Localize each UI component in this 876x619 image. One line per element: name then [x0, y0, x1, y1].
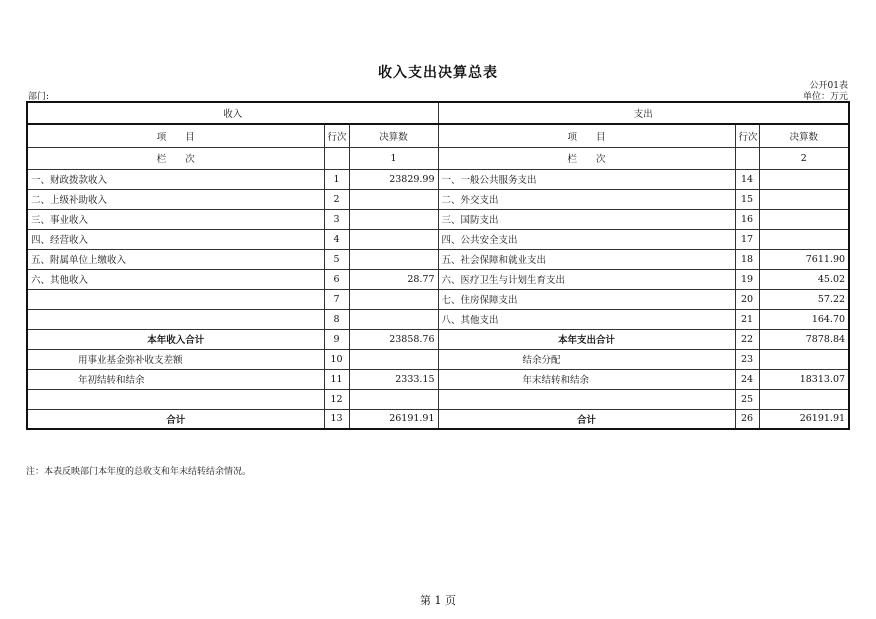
expense-item: 七、住房保障支出 — [438, 289, 735, 309]
expense-subtotal-label: 本年支出合计 — [438, 329, 735, 349]
subtotal-row — [27, 329, 849, 349]
income-seq: 7 — [324, 289, 349, 309]
income-seq: 9 — [324, 329, 349, 349]
income-seq-header: 行次 — [324, 124, 349, 147]
expense-seq-header: 行次 — [735, 124, 759, 147]
expense-amount — [759, 389, 849, 409]
expense-item — [438, 389, 735, 409]
expense-seq: 21 — [735, 309, 759, 329]
table-row — [27, 169, 849, 189]
expense-seq: 17 — [735, 229, 759, 249]
table-row — [27, 349, 849, 369]
table-row — [27, 229, 849, 249]
income-item — [27, 309, 324, 329]
income-amount — [349, 309, 438, 329]
expense-subtotal-amount: 7878.84 — [759, 329, 849, 349]
expense-item: 八、其他支出 — [438, 309, 735, 329]
income-seq-blank — [324, 147, 349, 169]
income-item: 年初结转和结余 — [27, 369, 324, 389]
expense-seq-blank — [735, 147, 759, 169]
expense-seq: 22 — [735, 329, 759, 349]
expense-item: 年末结转和结余 — [438, 369, 735, 389]
section-header-row — [27, 102, 849, 124]
expense-amount — [759, 169, 849, 189]
income-seq: 10 — [324, 349, 349, 369]
income-seq: 4 — [324, 229, 349, 249]
expense-section-header: 支出 — [438, 102, 849, 124]
page-number: 第 1 页 — [420, 594, 456, 607]
expense-amount: 57.22 — [759, 289, 849, 309]
income-item: 四、经营收入 — [27, 229, 324, 249]
income-amount — [349, 389, 438, 409]
expense-seq: 24 — [735, 369, 759, 389]
income-amount-header: 决算数 — [349, 124, 438, 147]
income-amount — [349, 189, 438, 209]
expense-amount — [759, 209, 849, 229]
income-seq: 13 — [324, 409, 349, 429]
income-item: 五、附属单位上缴收入 — [27, 249, 324, 269]
income-amount — [349, 349, 438, 369]
expense-amount: 45.02 — [759, 269, 849, 289]
income-column-label: 栏 次 — [27, 147, 324, 169]
table-row — [27, 249, 849, 269]
income-amount: 2333.15 — [349, 369, 438, 389]
income-item — [27, 289, 324, 309]
income-item-header: 项 目 — [27, 124, 324, 147]
expense-item: 结余分配 — [438, 349, 735, 369]
expense-item: 一、一般公共服务支出 — [438, 169, 735, 189]
income-subtotal-label: 本年收入合计 — [27, 329, 324, 349]
income-item — [27, 389, 324, 409]
expense-item: 六、医疗卫生与计划生育支出 — [438, 269, 735, 289]
expense-amount — [759, 349, 849, 369]
income-seq: 2 — [324, 189, 349, 209]
unit-label: 单位：万元 — [802, 92, 848, 102]
expense-item: 五、社会保障和就业支出 — [438, 249, 735, 269]
income-seq: 11 — [324, 369, 349, 389]
table-row — [27, 269, 849, 289]
table-row — [27, 209, 849, 229]
expense-total-label: 合计 — [438, 409, 735, 429]
expense-seq: 23 — [735, 349, 759, 369]
expense-seq: 19 — [735, 269, 759, 289]
expense-seq: 20 — [735, 289, 759, 309]
table-row — [27, 289, 849, 309]
income-item: 二、上级补助收入 — [27, 189, 324, 209]
income-seq: 3 — [324, 209, 349, 229]
column-header-row — [27, 124, 849, 147]
income-item: 六、其他收入 — [27, 269, 324, 289]
income-seq: 12 — [324, 389, 349, 409]
expense-seq: 14 — [735, 169, 759, 189]
table-row — [27, 369, 849, 389]
income-amount — [349, 229, 438, 249]
table-note: 注：本表反映部门本年度的总收支和年末结转结余情况。 — [26, 467, 252, 477]
table-row — [27, 389, 849, 409]
income-item: 三、事业收入 — [27, 209, 324, 229]
income-seq: 1 — [324, 169, 349, 189]
income-section-header: 收入 — [27, 102, 438, 124]
form-number: 公开01表 — [809, 81, 848, 91]
expense-amount — [759, 229, 849, 249]
expense-item-header: 项 目 — [438, 124, 735, 147]
income-amount — [349, 209, 438, 229]
income-seq: 8 — [324, 309, 349, 329]
expense-amount-header: 决算数 — [759, 124, 849, 147]
expense-total-amount: 26191.91 — [759, 409, 849, 429]
expense-amount — [759, 189, 849, 209]
expense-column-number: 2 — [759, 147, 849, 169]
income-amount: 23829.99 — [349, 169, 438, 189]
expense-seq: 15 — [735, 189, 759, 209]
total-row — [27, 409, 849, 429]
income-total-label: 合计 — [27, 409, 324, 429]
expense-item: 二、外交支出 — [438, 189, 735, 209]
expense-item: 三、国防支出 — [438, 209, 735, 229]
income-amount — [349, 289, 438, 309]
expense-amount: 164.70 — [759, 309, 849, 329]
income-subtotal-amount: 23858.76 — [349, 329, 438, 349]
summary-table — [26, 101, 850, 430]
income-item: 一、财政拨款收入 — [27, 169, 324, 189]
expense-amount: 18313.07 — [759, 369, 849, 389]
income-amount — [349, 249, 438, 269]
income-seq: 5 — [324, 249, 349, 269]
report-title: 收入支出决算总表 — [378, 65, 498, 81]
expense-seq: 26 — [735, 409, 759, 429]
expense-seq: 25 — [735, 389, 759, 409]
expense-seq: 18 — [735, 249, 759, 269]
table-row — [27, 309, 849, 329]
expense-column-label: 栏 次 — [438, 147, 735, 169]
income-item: 用事业基金弥补收支差额 — [27, 349, 324, 369]
expense-item: 四、公共安全支出 — [438, 229, 735, 249]
expense-amount: 7611.90 — [759, 249, 849, 269]
department-label: 部门: — [28, 92, 50, 102]
income-total-amount: 26191.91 — [349, 409, 438, 429]
income-amount: 28.77 — [349, 269, 438, 289]
table-row — [27, 189, 849, 209]
column-number-row — [27, 147, 849, 169]
income-column-number: 1 — [349, 147, 438, 169]
income-seq: 6 — [324, 269, 349, 289]
expense-seq: 16 — [735, 209, 759, 229]
